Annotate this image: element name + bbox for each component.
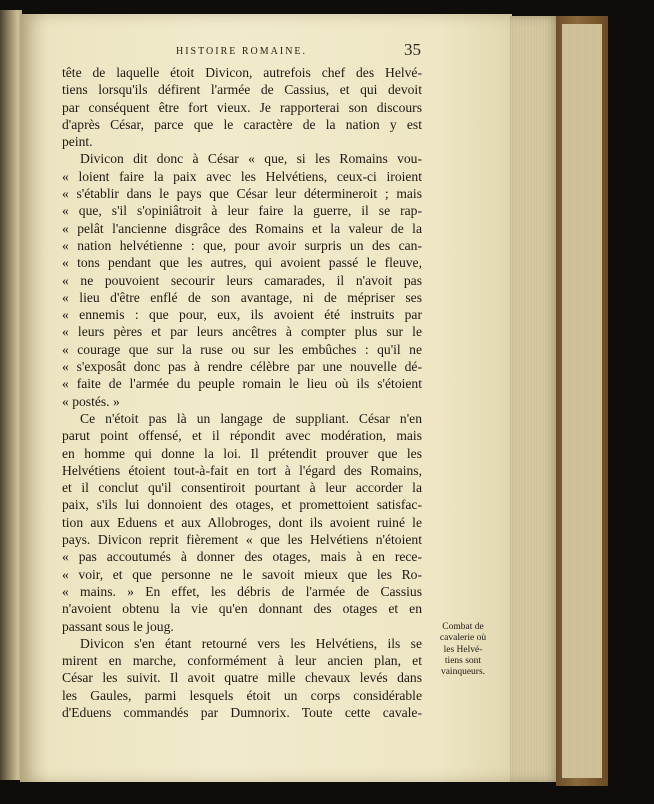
text-line: les Gaules, parmi lesquels étoit un corps considérable [62, 687, 422, 703]
text-line: « s'exposât donc pas à rendre célèbre par une nouvelle dé- [62, 359, 422, 375]
text-line: « mains. » En effet, les débris de l'armée de Cassius [62, 583, 422, 599]
text-line: « ne pouvoient secourir leurs camarades, il n'avoit pas [62, 272, 422, 288]
body-text [62, 64, 422, 721]
text-line: Divicon s'en étant retourné vers les Helvétiens, ils se [80, 635, 422, 651]
text-line: Ce n'étoit pas là un langage de suppliant. César n'en [80, 410, 422, 426]
text-line: peint. [62, 134, 93, 150]
page-stack [562, 24, 602, 778]
text-line: pays. Divicon reprit fièrement « que les Helvétiens n'étoient [62, 532, 422, 548]
text-line: tête de laquelle étoit Divicon, autrefois chef des Helvé- [62, 65, 422, 80]
margin-note [432, 622, 494, 678]
text-line: « voir, et que personne ne le savoit mieux que les Ro- [62, 566, 422, 582]
running-header: HISTOIRE ROMAINE. [176, 46, 308, 57]
text-line: « lieu d'être enflé de son avantage, ni de mépriser ses [62, 289, 422, 305]
left-page-edge [0, 10, 22, 780]
margin-note-line: Combat de [442, 622, 484, 632]
text-line: et il conclut qu'il consentiroit pourtant à leur accorder la [62, 480, 422, 496]
text-line: paix, s'ils lui donnoient des otages, et promettoient satisfac- [62, 497, 422, 513]
text-line: « loient faire la paix avec les Helvétiens, ceux-ci iroient [62, 168, 422, 184]
text-line: n'avoient obtenu la vie qu'en donnant des otages et en [62, 601, 422, 617]
text-line: tion aux Eduens et aux Allobroges, dont ils avoient ruiné le [62, 514, 422, 530]
text-line: « s'établir dans le pays que César leur détermineroit ; mais [62, 186, 422, 202]
text-line: « ennemis : que pour, eux, ils avoient été instruits par [62, 307, 422, 323]
text-line: « courage que sur la ruse ou sur les embûches : qu'il ne [62, 341, 422, 357]
margin-note-line: cavalerie où [439, 633, 487, 644]
text-line: « nation helvétienne : que, pour avoir surpris un des can- [62, 237, 422, 253]
text-line: « postés. » [62, 393, 120, 409]
text-line: en homme qui donne la loi. Il prétendit prouver que les [62, 445, 422, 461]
text-line: « faite de l'armée du peuple romain le lieu où ils s'étoient [62, 376, 422, 392]
text-line: d'Eduens commandés par Dumnorix. Toute cette cavale- [62, 704, 422, 720]
text-line: « tons pendant que les autres, qui avoient passé le fleuve, [62, 255, 422, 271]
text-line: passant sous le joug. [62, 618, 174, 634]
text-line: mirent en marche, conformément à leur ancien plan, et [62, 653, 422, 669]
text-line: parut point offensé, et il répondit avec modération, mais [62, 428, 422, 444]
page-number: 35 [404, 40, 421, 59]
page-block-edges [510, 16, 560, 782]
text-line: d'après César, parce que le caractère de la nation y est [62, 116, 422, 132]
text-line: par conséquent être fort vieux. Je rapporterai son discours [62, 99, 422, 115]
text-line: « pas accoutumés à donner des otages, mais à en rece- [62, 549, 422, 565]
text-line: « leurs pères et par leurs ancêtres à compter plus sur le [62, 324, 422, 340]
margin-note-line: tiens sont [444, 655, 482, 666]
text-line: « pelât l'ancienne disgrâce des Romains et la valeur de la [62, 220, 422, 236]
text-line: « que, s'il s'opiniâtroit à leur faire la guerre, il se rap- [62, 203, 422, 219]
text-line: tiens lorsqu'ils défirent l'armée de Cassius, et qui devoit [62, 82, 422, 98]
text-line: Helvétiens étoient tout-à-fait en tort à l'égard des Romains, [62, 462, 422, 478]
margin-note-line: vainqueurs. [440, 667, 486, 678]
text-line: Divicon dit donc à César « que, si les Romains vou- [80, 151, 422, 167]
margin-note-line: les Helvé- [443, 644, 483, 655]
text-line: César les suivit. Il avoit quatre mille chevaux levés dans [62, 670, 422, 686]
